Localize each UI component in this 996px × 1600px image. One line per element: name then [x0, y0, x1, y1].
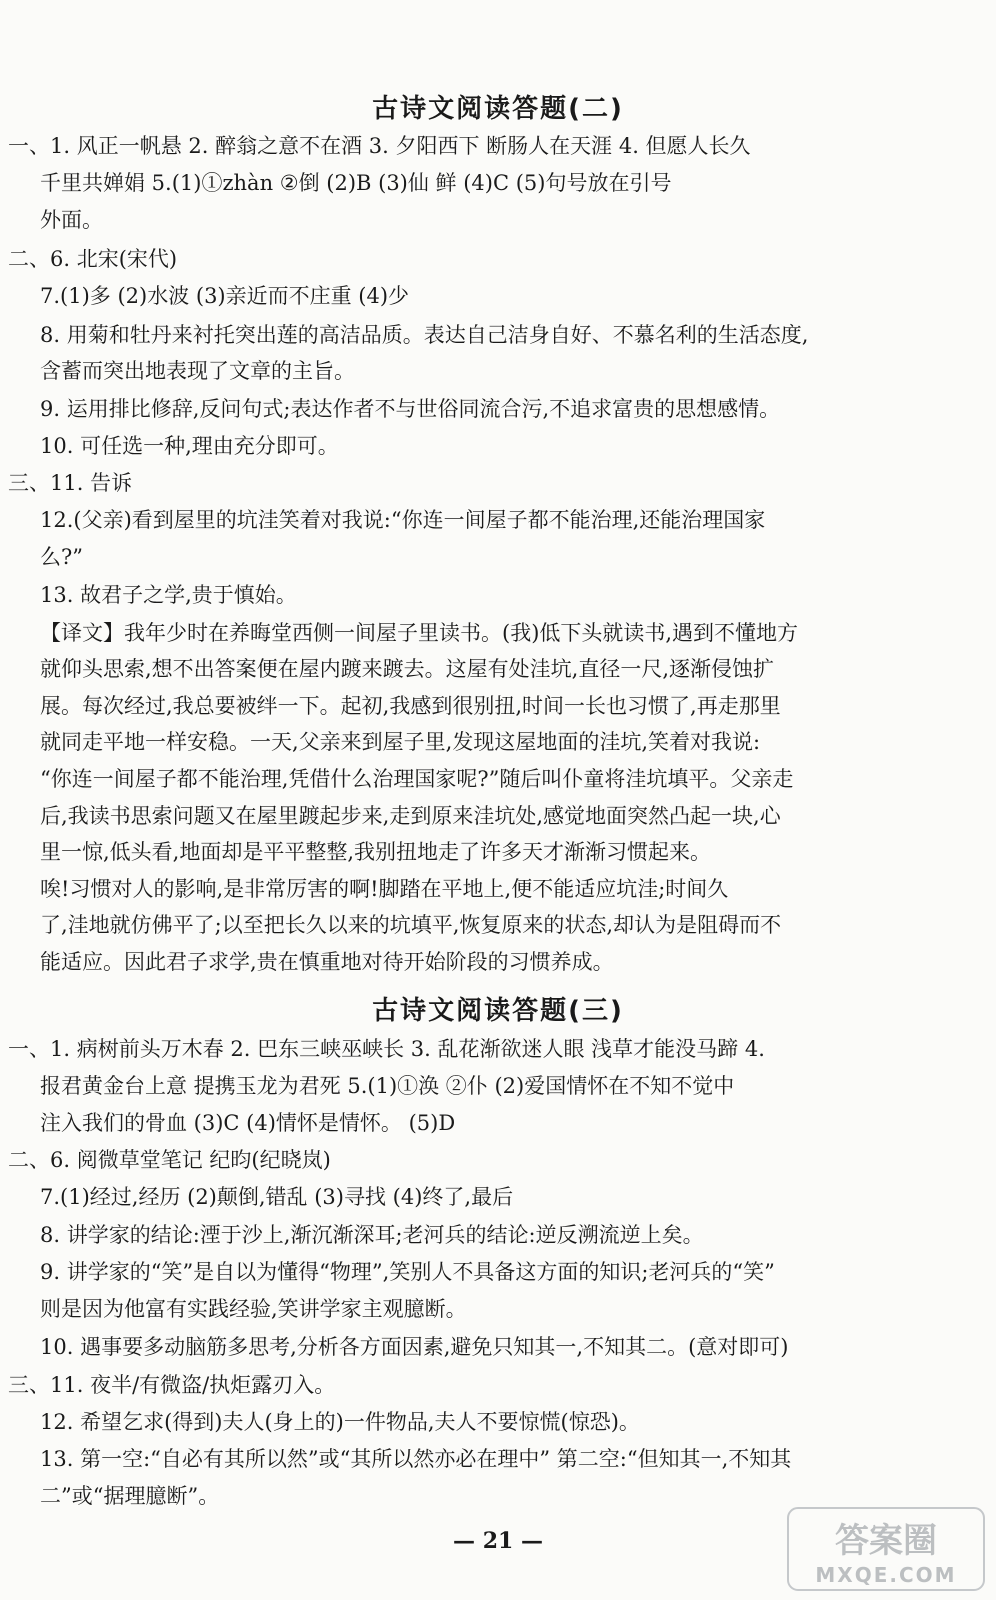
text-line: 三、11. 告诉 [8, 471, 133, 495]
text-line: 三、11. 夜半/有微盗/执炬露刃入。 [8, 1373, 336, 1397]
text-line: 注入我们的骨血 (3)C (4)情怀是情怀。 (5)D [40, 1111, 456, 1135]
text-line: 12.(父亲)看到屋里的坑洼笑着对我说:“你连一间屋子都不能治理,还能治理国家 [40, 508, 766, 532]
text-line: 【译文】我年少时在养晦堂西侧一间屋子里读书。(我)低下头就读书,遇到不懂地方 [40, 621, 799, 645]
text-line: 9. 运用排比修辞,反问句式;表达作者不与世俗同流合污,不追求富贵的思想感情。 [40, 397, 781, 421]
section-title-3: 古诗文阅读答题(三) [372, 996, 624, 1026]
watermark-logo [786, 1506, 986, 1592]
svg-text:答案圈: 答案圈 [835, 1521, 937, 1561]
text-line: 一、1. 风正一帆悬 2. 醉翁之意不在酒 3. 夕阳西下 断肠人在天涯 4. 但愿人长久 [8, 134, 751, 158]
text-line: 就同走平地一样安稳。一天,父亲来到屋子里,发现这屋地面的洼坑,笑着对我说: [40, 730, 761, 754]
text-line: 13. 第一空:“自必有其所以然”或“其所以然亦必在理中” 第二空:“但知其一,不知其 [40, 1447, 792, 1471]
watermark-icon [786, 1506, 986, 1592]
section-title-2: 古诗文阅读答题(二) [372, 94, 624, 124]
text-line: 含蓄而突出地表现了文章的主旨。 [40, 359, 355, 383]
text-line: 8. 讲学家的结论:湮于沙上,渐沉渐深耳;老河兵的结论:逆反溯流逆上矣。 [40, 1223, 704, 1247]
text-line: 7.(1)经过,经历 (2)颠倒,错乱 (3)寻找 (4)终了,最后 [40, 1185, 514, 1209]
text-line: 外面。 [40, 208, 103, 232]
text-line: 唉!习惯对人的影响,是非常厉害的啊!脚踏在平地上,便不能适应坑洼;时间久 [40, 877, 729, 901]
text-line: 了,洼地就仿佛平了;以至把长久以来的坑填平,恢复原来的状态,却认为是阻碍而不 [40, 913, 782, 937]
text-line: 7.(1)多 (2)水波 (3)亲近而不庄重 (4)少 [40, 284, 410, 308]
text-line: 二、6. 阅微草堂笔记 纪昀(纪晓岚) [8, 1148, 331, 1172]
text-line: 10. 可任选一种,理由充分即可。 [40, 434, 339, 458]
text-line: 报君黄金台上意 提携玉龙为君死 5.(1)①涣 ②仆 (2)爱国情怀在不知不觉中 [40, 1074, 735, 1098]
text-line: 则是因为他富有实践经验,笑讲学家主观臆断。 [40, 1297, 467, 1321]
text-line: “你连一间屋子都不能治理,凭借什么治理国家呢?”随后叫仆童将洼坑填平。父亲走 [40, 767, 794, 791]
text-line: 展。每次经过,我总要被绊一下。起初,我感到很别扭,时间一长也习惯了,再走那里 [40, 694, 781, 718]
text-line: 千里共婵娟 5.(1)①zhàn ②倒 (2)B (3)仙 鲜 (4)C (5)句号放在引号 [40, 171, 672, 195]
text-line: 13. 故君子之学,贵于慎始。 [40, 583, 297, 607]
text-line: 12. 希望乞求(得到)夫人(身上的)一件物品,夫人不要惊慌(惊恐)。 [40, 1410, 640, 1434]
text-line: 能适应。因此君子求学,贵在慎重地对待开始阶段的习惯养成。 [40, 950, 614, 974]
text-line: 二”或“据理臆断”。 [40, 1484, 220, 1508]
text-line: 一、1. 病树前头万木春 2. 巴东三峡巫峡长 3. 乱花渐欲迷人眼 浅草才能没马蹄 4. [8, 1037, 765, 1061]
text-line: 8. 用菊和牡丹来衬托突出莲的高洁品质。表达自己洁身自好、不慕名利的生活态度, [40, 323, 809, 347]
text-line: 二、6. 北宋(宋代) [8, 247, 178, 271]
page-number: — 21 — [453, 1528, 543, 1554]
text-line: 后,我读书思索问题又在屋里踱起步来,走到原来洼坑处,感觉地面突然凸起一块,心 [40, 804, 781, 828]
text-line: 10. 遇事要多动脑筋多思考,分析各方面因素,避免只知其一,不知其二。(意对即可) [40, 1335, 789, 1359]
svg-text:MXQE.COM: MXQE.COM [815, 1563, 957, 1587]
text-line: 就仰头思索,想不出答案便在屋内踱来踱去。这屋有处洼坑,直径一尺,逐渐侵蚀扩 [40, 657, 775, 681]
text-line: 么?” [40, 545, 83, 569]
text-line: 里一惊,低头看,地面却是平平整整,我别扭地走了许多天才渐渐习惯起来。 [40, 840, 712, 864]
text-line: 9. 讲学家的“笑”是自以为懂得“物理”,笑别人不具备这方面的知识;老河兵的“笑” [40, 1260, 775, 1284]
